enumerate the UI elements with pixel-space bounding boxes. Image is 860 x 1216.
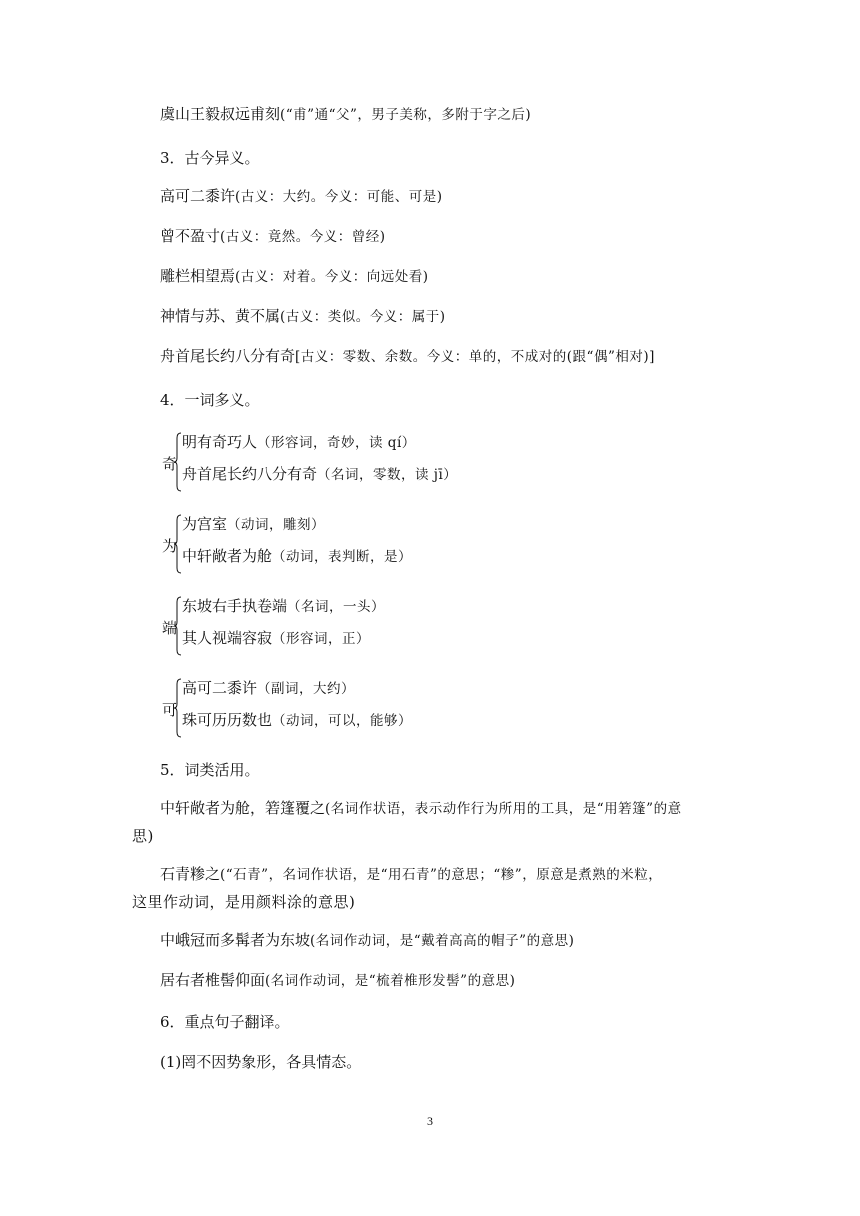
text: 中轩敞者为舱 bbox=[182, 547, 273, 565]
section-heading-4: 4．一词多义。 bbox=[160, 391, 260, 409]
annotation: (“石青”，名词作状语，是“用石青”的意思；“糁”，原意是煮熟的米粒， bbox=[220, 867, 663, 883]
page-number: 3 bbox=[427, 1114, 433, 1128]
polysemy-char: 奇 bbox=[162, 455, 178, 473]
annotation: （动词，雕刻） bbox=[227, 517, 326, 533]
annotation: (“甫”通“父”，男子美称，多附于字之后) bbox=[280, 107, 532, 123]
translation-item: (1)罔不因势象形，各具情态。 bbox=[160, 1053, 362, 1071]
text: 舟首尾长约八分有奇 bbox=[182, 465, 318, 483]
annotation: （形容词，正） bbox=[272, 631, 371, 647]
polysemy-line bbox=[182, 710, 412, 731]
annotation: (古义：对着。今义：向远处看) bbox=[235, 269, 429, 285]
polysemy-char: 端 bbox=[162, 619, 178, 637]
brace-icon bbox=[174, 596, 182, 656]
text: 中峨冠而多髯者为东坡 bbox=[160, 931, 311, 949]
paragraph-line bbox=[160, 266, 429, 287]
text: 为宫室 bbox=[182, 515, 228, 533]
annotation: (名词作动词，是“梳着椎形发髻”的意思) bbox=[265, 973, 516, 989]
text: 居右者椎髻仰面 bbox=[160, 971, 266, 989]
text: 其人视端容寂 bbox=[182, 629, 273, 647]
paragraph-line bbox=[160, 930, 574, 951]
brace-icon bbox=[174, 514, 182, 574]
brace-icon bbox=[174, 678, 182, 738]
paragraph-line bbox=[160, 104, 531, 125]
annotation: (古义：竟然。今义：曾经) bbox=[220, 229, 386, 245]
text: 高可二黍许 bbox=[160, 187, 236, 205]
brace-icon bbox=[174, 432, 182, 492]
paragraph-line bbox=[160, 186, 443, 207]
polysemy-line bbox=[182, 546, 412, 567]
polysemy-line bbox=[182, 514, 325, 535]
paragraph-continuation: 这里作动词，是用颜料涂的意思) bbox=[132, 893, 356, 911]
paragraph-line bbox=[160, 970, 515, 991]
paragraph-line bbox=[160, 346, 655, 367]
annotation: (名词作状语，表示动作行为所用的工具，是“用箬篷”的意 bbox=[325, 801, 682, 817]
polysemy-char: 为 bbox=[162, 537, 178, 555]
text: 石青糁之 bbox=[160, 865, 221, 883]
annotation: (名词作动词，是“戴着高高的帽子”的意思) bbox=[310, 933, 575, 949]
annotation: （名词，零数，读 jī） bbox=[317, 467, 458, 483]
text: 明有奇巧人 bbox=[182, 433, 258, 451]
annotation: （动词，表判断，是） bbox=[272, 549, 413, 565]
annotation: （动词，可以，能够） bbox=[272, 713, 413, 729]
polysemy-char: 可 bbox=[162, 701, 178, 719]
annotation: (古义：类似。今义：属于) bbox=[280, 309, 446, 325]
text: 雕栏相望焉 bbox=[160, 267, 236, 285]
paragraph-line bbox=[160, 798, 682, 819]
paragraph-continuation: 思) bbox=[132, 827, 154, 845]
paragraph-line bbox=[160, 306, 446, 327]
text: 中轩敞者为舱，箬篷覆之 bbox=[160, 799, 326, 817]
annotation: (古义：大约。今义：可能、可是) bbox=[235, 189, 443, 205]
section-heading-6: 6．重点句子翻译。 bbox=[160, 1013, 290, 1031]
annotation: （形容词，奇妙，读 qí） bbox=[257, 435, 416, 451]
text: 珠可历历数也 bbox=[182, 711, 273, 729]
text: 神情与苏、黄不属 bbox=[160, 307, 281, 325]
paragraph-line bbox=[160, 864, 662, 885]
text: 东坡右手执卷端 bbox=[182, 597, 288, 615]
polysemy-line bbox=[182, 432, 416, 453]
section-heading-5: 5．词类活用。 bbox=[160, 761, 260, 779]
polysemy-line bbox=[182, 464, 457, 485]
annotation: （名词，一头） bbox=[287, 599, 386, 615]
paragraph-line bbox=[160, 226, 386, 247]
text: 曾不盈寸 bbox=[160, 227, 221, 245]
polysemy-line bbox=[182, 628, 370, 649]
text: 高可二黍许 bbox=[182, 679, 258, 697]
text: 舟首尾长约八分有奇 bbox=[160, 347, 296, 365]
polysemy-line bbox=[182, 596, 385, 617]
text: 虞山王毅叔远甫刻 bbox=[160, 105, 281, 123]
polysemy-line bbox=[182, 678, 355, 699]
annotation: [古义：零数、余数。今义：单的，不成对的(跟“偶”相对)] bbox=[295, 349, 655, 365]
section-heading-3: 3．古今异义。 bbox=[160, 149, 260, 167]
annotation: （副词，大约） bbox=[257, 681, 356, 697]
